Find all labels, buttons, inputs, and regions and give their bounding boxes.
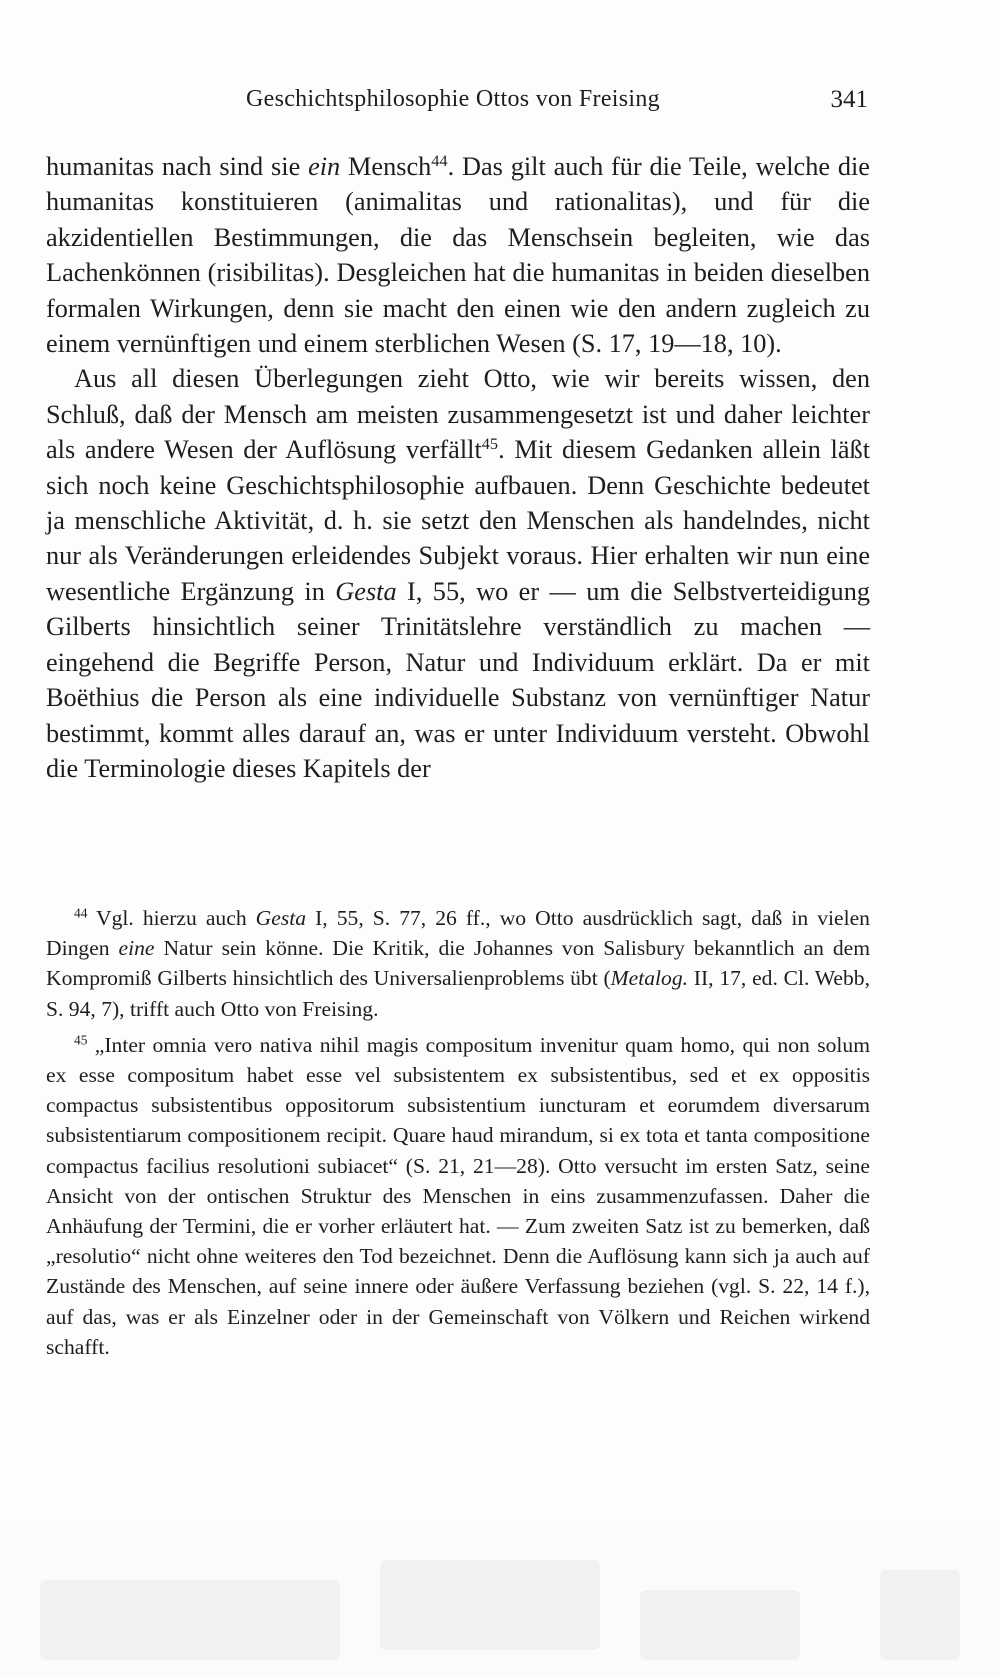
- p1-text-c: . Das gilt auch für die Teile, welche die humanitas konstituieren (animalitas und rationalitas), und für die akzidentiellen Bestimmungen, die das Menschsein begleiten, wie das Lachenkönnen (risibilitas). Desgleichen hat die humanitas in beiden dieselben formalen Wirkungen, denn sie macht den einen wie den andern zugleich zu einem vernünftigen und einem sterblichen Wesen (S. 17, 19—18, 10).: [46, 152, 870, 359]
- running-head: [48, 86, 868, 126]
- bleed-through-mark: [380, 1560, 600, 1650]
- fn45-text: „Inter omnia vero nativa nihil magis compositum invenitur quam homo, qui non solum ex esse compositum habet esse vel subsistentem ex subsistentibus, sed et ex oppositis compactus subsistentibus oppositorum subsistentium iuncturam et eorumdem diversarum subsistentiarum compositionem recipit. Quare haud mirandum, si ex tota et tanta compositione compactus facilius resolutioni subiacet“ (S. 21, 21—28). Otto versucht im ersten Satz, seine Ansicht von der ontischen Struktur des Menschen in eins zusammenzufassen. Daher die Anhäufung der Termini, die er vorher erläutert hat. — Zum zweiten Satz ist zu bemerken, daß „resolutio“ nicht ohne weiteres den Tod bezeichnet. Denn die Auflösung kann sich ja auch auf Zustände des Menschen, auf seine innere oder äußere Verfassung beziehen (vgl. S. 22, 14 f.), auf das, was er als Einzelner oder in der Gemeinschaft von Völkern und Reichen wirkend schafft.: [46, 1032, 870, 1359]
- footnote-44: [46, 903, 870, 1024]
- fn44-text-c: Natur sein könne. Die Kritik, die Johannes von Salisbury bekanntlich an dem Kompromiß Gilberts hinsichtlich des Universalienproblems übt (: [46, 936, 870, 991]
- fn44-text-d: II, 17, ed. Cl. Webb, S. 94, 7), trifft auch Otto von Freising.: [46, 966, 870, 1021]
- p2-text-c: I, 55, wo er — um die Selbstverteidigung Gilberts hinsichtlich seiner Trinitätslehre verständlich zu machen — eingehend die Begriffe Person, Natur und Individuum erklärt. Da er mit Boëthius die Person als eine individuelle Substanz von vernünftiger Natur bestimmt, kommt alles darauf an, was er unter Individuum versteht. Obwohl die Terminologie dieses Kapitels der: [46, 576, 870, 783]
- p2-text-a: Aus all diesen Überlegungen zieht Otto, wie wir bereits wissen, den Schluß, daß der Mensch am meisten zusammengesetzt ist und daher leichter als andere Wesen der Auflösung verfällt: [46, 364, 870, 465]
- footnote-ref-45[interactable]: 45: [481, 434, 499, 454]
- running-title: Geschichtsphilosophie Ottos von Freising: [246, 86, 660, 112]
- p1-text-a: humanitas nach sind sie: [46, 152, 309, 181]
- footnote-ref-44[interactable]: 44: [431, 151, 448, 171]
- footnote-number-45: 45: [74, 1032, 88, 1048]
- fn44-emphasis-gesta: Gesta: [255, 906, 307, 930]
- p1-emphasis: ein: [308, 152, 341, 181]
- fn44-emphasis-eine: eine: [118, 936, 155, 961]
- footnotes: [46, 903, 870, 1368]
- footnote-number-44: 44: [74, 905, 88, 921]
- footnote-45: [46, 1030, 870, 1362]
- paragraph-1: [46, 149, 870, 361]
- fn44-emphasis-metalog: Metalog.: [610, 966, 689, 991]
- body-text: [46, 149, 870, 786]
- scan-bottom-margin: [0, 1520, 1000, 1677]
- p2-text-b: . Mit diesem Gedanken allein läßt sich noch keine Geschichtsphilosophie aufbauen. Denn Geschichte bedeutet ja menschliche Aktivität, d. h. sie setzt den Menschen als handelndes, nicht nur als Veränderungen erleidendes Subjekt voraus. Hier erhalten wir nun eine wesentliche Ergänzung in: [46, 435, 870, 606]
- p1-text-b: Mensch: [340, 152, 432, 181]
- fn44-text-a: Vgl. hierzu auch: [87, 906, 256, 930]
- bleed-through-mark: [40, 1580, 340, 1660]
- bleed-through-mark: [640, 1590, 800, 1660]
- p2-emphasis-gesta: Gesta: [335, 576, 397, 606]
- paragraph-2: [46, 361, 870, 786]
- bleed-through-mark: [880, 1570, 960, 1660]
- fn44-text-b: I, 55, S. 77, 26 ff., wo Otto ausdrücklich sagt, daß in vielen Dingen: [46, 906, 870, 961]
- page-number: 341: [830, 86, 868, 113]
